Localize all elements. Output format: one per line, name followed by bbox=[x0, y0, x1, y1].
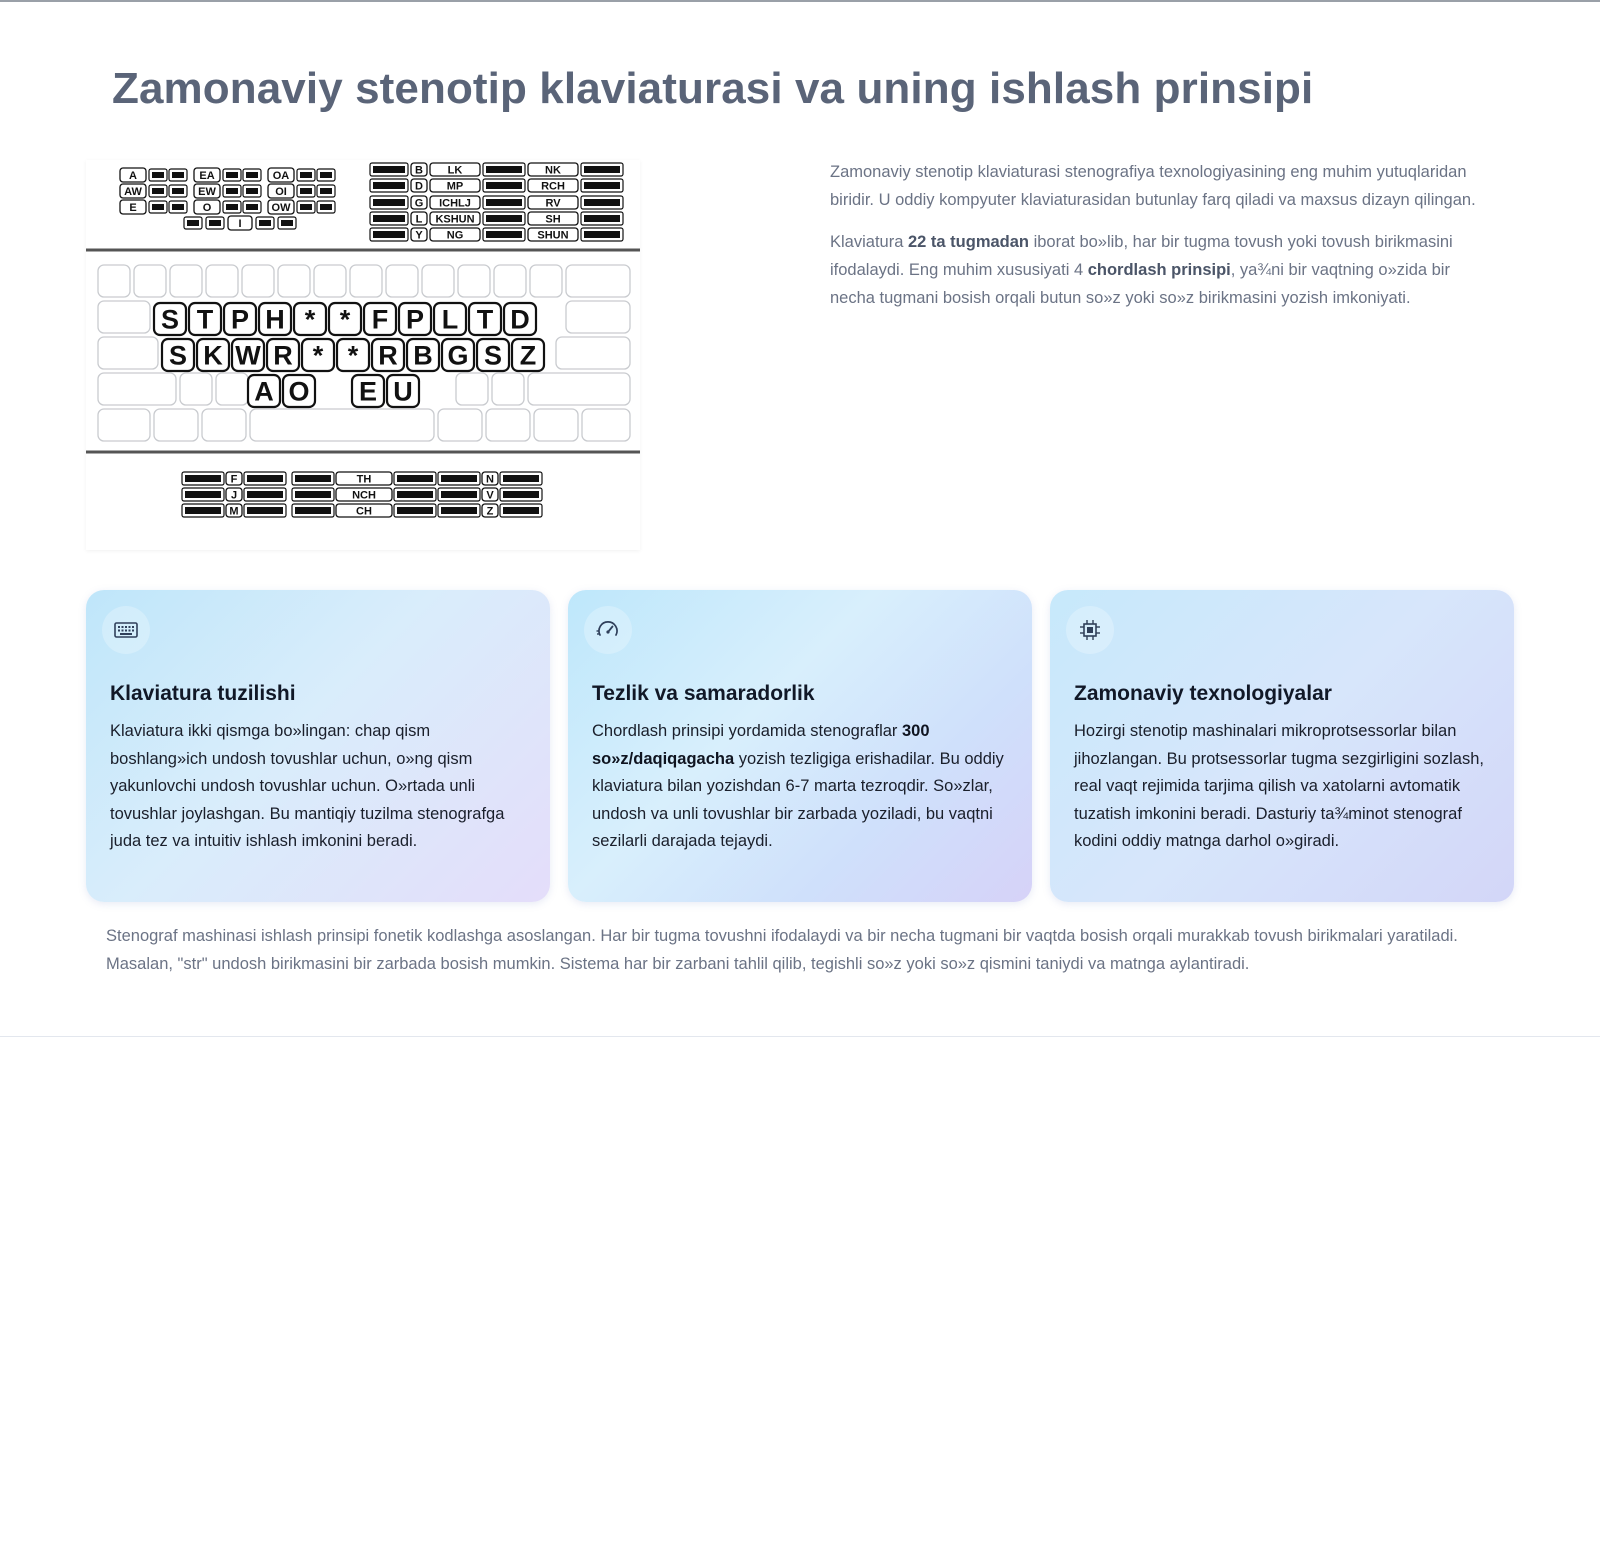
standard-key bbox=[566, 301, 630, 333]
bottom-code-fill bbox=[503, 491, 539, 498]
standard-key bbox=[456, 373, 488, 405]
speedometer-icon bbox=[584, 606, 632, 654]
steno-key-row1-label: L bbox=[441, 304, 459, 335]
vowel-code-fill bbox=[209, 220, 221, 226]
stenotype-keyboard-diagram bbox=[86, 160, 640, 550]
vowel-code-fill bbox=[246, 188, 258, 194]
consonant-code-fill bbox=[486, 182, 522, 189]
vowel-code-fill bbox=[300, 204, 312, 210]
vowel-code-fill bbox=[320, 172, 332, 178]
steno-key-row2-label: * bbox=[347, 340, 359, 371]
page-title: Zamonaviy stenotip klaviaturasi va uning ishlash prinsipi bbox=[112, 64, 1314, 113]
card-modern-technologies bbox=[1050, 590, 1514, 902]
steno-key-row1-label: * bbox=[339, 304, 351, 335]
consonant-label: L bbox=[415, 213, 423, 226]
bottom-label: J bbox=[230, 489, 238, 502]
standard-key bbox=[422, 265, 454, 297]
card-speed-efficiency bbox=[568, 590, 1032, 902]
consonant-label: ICHLJ bbox=[439, 197, 471, 210]
standard-key bbox=[350, 265, 382, 297]
standard-key bbox=[98, 265, 130, 297]
standard-key bbox=[98, 337, 158, 369]
steno-key-row2-label: Z bbox=[519, 340, 537, 371]
vowel-code-fill bbox=[281, 220, 293, 226]
card-keyboard-structure bbox=[86, 590, 550, 902]
bottom-code-fill bbox=[185, 475, 221, 482]
consonant-label: G bbox=[414, 197, 424, 210]
consonant-label: B bbox=[415, 164, 423, 177]
steno-key-row2-label: R bbox=[273, 340, 293, 371]
vowel-code-fill bbox=[152, 172, 164, 178]
steno-key-row2-label: R bbox=[378, 340, 398, 371]
standard-key bbox=[202, 409, 246, 441]
steno-key-row3-label: E bbox=[358, 376, 378, 407]
vowel-code-fill bbox=[246, 204, 258, 210]
standard-key bbox=[566, 265, 630, 297]
vowel-code-fill bbox=[172, 172, 184, 178]
standard-key bbox=[98, 409, 150, 441]
standard-key bbox=[386, 265, 418, 297]
card-body-text-c: yozish tezligiga erishadilar. Bu oddiy klaviatura bilan yozishdan 6-7 marta tezroqdir. So»zlar, undosh va unli tovushlar bir zarbada yoziladi, bu vaqtni sezilarli darajada tejaydi. bbox=[592, 749, 1004, 850]
bottom-code-fill bbox=[247, 475, 283, 482]
bottom-label: N bbox=[486, 473, 494, 486]
card-title: Tezlik va samaradorlik bbox=[592, 682, 815, 705]
vowel-code-fill bbox=[187, 220, 199, 226]
standard-key bbox=[98, 301, 150, 333]
card-body: Klaviatura ikki qismga bo»lingan: chap qism boshlang»ich undosh tovushlar uchun, o»ng qism yakunlovchi undosh tovushlar uchun. O»rtada unli tovushlar joylashgan. Bu mantiqiy tuzilma stenografga juda tez va intuitiv ishlash imkonini beradi. bbox=[110, 722, 505, 850]
standard-key bbox=[170, 265, 202, 297]
vowel-label: OI bbox=[275, 185, 287, 198]
vowel-code-fill bbox=[300, 188, 312, 194]
steno-key-row1-label: P bbox=[405, 304, 425, 335]
consonant-label: Y bbox=[415, 229, 423, 242]
vowel-code-fill bbox=[226, 172, 238, 178]
vowel-code-fill bbox=[152, 204, 164, 210]
bottom-divider bbox=[0, 1036, 1600, 1037]
top-divider bbox=[0, 0, 1600, 2]
card-title: Zamonaviy texnologiyalar bbox=[1074, 682, 1332, 705]
feature-cards bbox=[86, 590, 1514, 902]
standard-key bbox=[314, 265, 346, 297]
consonant-code-fill bbox=[584, 166, 620, 173]
standard-key bbox=[582, 409, 630, 441]
steno-key-row1-label: T bbox=[476, 304, 494, 335]
consonant-label: SH bbox=[545, 213, 561, 226]
vowel-code-fill bbox=[172, 204, 184, 210]
consonant-code-fill bbox=[486, 215, 522, 222]
standard-key bbox=[556, 337, 630, 369]
vowel-code-fill bbox=[172, 188, 184, 194]
standard-key bbox=[494, 265, 526, 297]
standard-key bbox=[458, 265, 490, 297]
bottom-code-fill bbox=[185, 491, 221, 498]
vowel-code-fill bbox=[226, 204, 238, 210]
vowel-label: E bbox=[129, 201, 137, 214]
vowel-label: I bbox=[238, 217, 242, 230]
vowel-label: EW bbox=[198, 185, 216, 198]
bottom-code-fill bbox=[247, 491, 283, 498]
bottom-label: NCH bbox=[352, 489, 376, 502]
bottom-code-fill bbox=[295, 491, 331, 498]
stenotype-keyboard-figure bbox=[86, 160, 640, 550]
intro-p2-bold-chord: chordlash prinsipi bbox=[1087, 261, 1231, 279]
standard-key bbox=[242, 265, 274, 297]
consonant-label: LK bbox=[447, 164, 463, 177]
card-body bbox=[592, 718, 1012, 856]
consonant-label: D bbox=[415, 180, 423, 193]
bottom-label: F bbox=[230, 473, 238, 486]
consonant-code-fill bbox=[584, 231, 620, 238]
bottom-code-fill bbox=[397, 507, 433, 514]
consonant-label: MP bbox=[446, 180, 464, 193]
consonant-label: RV bbox=[545, 197, 561, 210]
consonant-code-fill bbox=[373, 166, 405, 173]
standard-key bbox=[492, 373, 524, 405]
card-body-text-a: Chordlash prinsipi yordamida stenograflar bbox=[592, 722, 902, 740]
vowel-code-fill bbox=[226, 188, 238, 194]
steno-key-row1-label: H bbox=[265, 304, 285, 335]
standard-key bbox=[528, 373, 630, 405]
vowel-code-fill bbox=[152, 188, 164, 194]
vowel-code-fill bbox=[300, 172, 312, 178]
vowel-label: A bbox=[129, 169, 137, 182]
vowel-label: OA bbox=[272, 169, 290, 182]
consonant-code-fill bbox=[584, 215, 620, 222]
intro-p2-text-e: , ya¾ni bir vaqtning o»zida bir necha tugmani bosish orqali butun so»z yoki so»z birikmasini yozish imkoniyati. bbox=[830, 261, 1450, 307]
standard-key bbox=[134, 265, 166, 297]
bottom-label: TH bbox=[356, 473, 372, 486]
standard-key bbox=[154, 409, 198, 441]
steno-key-row1-label: P bbox=[230, 304, 250, 335]
consonant-label: RCH bbox=[541, 180, 565, 193]
steno-key-row2-label: W bbox=[235, 340, 261, 371]
bottom-label: V bbox=[486, 489, 494, 502]
vowel-code-fill bbox=[320, 188, 332, 194]
card-body: Hozirgi stenotip mashinalari mikroprotsessorlar bilan jihozlangan. Bu protsessorlar tugma sezgirligini sozlash, real vaqt rejimida tarjima qilish va xatolarni avtomatik tuzatish imkonini beradi. Dasturiy ta¾minot stenograf kodini oddiy matnga darhol o»giradi. bbox=[1074, 722, 1484, 850]
intro-p2-text-a: Klaviatura bbox=[830, 233, 908, 251]
bottom-code-fill bbox=[397, 475, 433, 482]
card-body-bold: 300 so»z/daqiqagacha bbox=[592, 722, 930, 768]
bottom-code-fill bbox=[295, 507, 331, 514]
standard-key bbox=[216, 373, 248, 405]
steno-key-row3-label: U bbox=[393, 376, 413, 407]
vowel-label: EA bbox=[199, 169, 215, 182]
bottom-label: Z bbox=[486, 505, 494, 518]
consonant-code-fill bbox=[486, 199, 522, 206]
keyboard-icon bbox=[102, 606, 150, 654]
vowel-code-fill bbox=[259, 220, 271, 226]
bottom-code-fill bbox=[295, 475, 331, 482]
standard-key bbox=[206, 265, 238, 297]
intro-p2-text-c: iborat bo»lib, har bir tugma tovush yoki tovush birikmasini ifodalaydi. Eng muhim xususiyati 4 bbox=[830, 233, 1453, 279]
standard-key bbox=[98, 373, 176, 405]
bottom-code-fill bbox=[247, 507, 283, 514]
steno-key-row1-label: * bbox=[304, 304, 316, 335]
summary-paragraph: Stenograf mashinasi ishlash prinsipi fonetik kodlashga asoslangan. Har bir tugma tovushni ifodalaydi va bir necha tugmani bir vaqtda bosish orqali murakkab tovush birikmalari yaratiladi. Masalan, "str" undosh birikmasini bir zarbada bosish mumkin. Sistema har bir zarbani tahlil qilib, tegishli so»z yoki so»z qismini taniydi va matnga aylantiradi. bbox=[106, 927, 1458, 973]
bottom-code-fill bbox=[503, 507, 539, 514]
steno-key-row1-label: D bbox=[510, 304, 530, 335]
bottom-label: M bbox=[229, 505, 239, 518]
bottom-code-fill bbox=[185, 507, 221, 514]
consonant-code-fill bbox=[486, 166, 522, 173]
standard-key bbox=[530, 265, 562, 297]
intro-text bbox=[830, 158, 1490, 326]
standard-key bbox=[250, 409, 434, 441]
bottom-code-fill bbox=[503, 475, 539, 482]
steno-key-row2-label: B bbox=[413, 340, 433, 371]
consonant-label: KSHUN bbox=[435, 213, 475, 226]
vowel-label: OW bbox=[271, 201, 291, 214]
standard-key bbox=[438, 409, 482, 441]
steno-key-row3-label: O bbox=[288, 376, 310, 407]
steno-key-row2-label: S bbox=[168, 340, 188, 371]
intro-paragraph-2 bbox=[830, 228, 1490, 312]
intro-paragraph-1: Zamonaviy stenotip klaviaturasi stenografiya texnologiyasining eng muhim yutuqlaridan biridir. U oddiy kompyuter klaviaturasidan butunlay farq qiladi va maxsus dizayn qilingan. bbox=[830, 163, 1476, 209]
card-title: Klaviatura tuzilishi bbox=[110, 682, 296, 705]
bottom-code-fill bbox=[441, 491, 477, 498]
consonant-code-fill bbox=[373, 215, 405, 222]
consonant-code-fill bbox=[373, 182, 405, 189]
consonant-code-fill bbox=[373, 199, 405, 206]
vowel-code-fill bbox=[320, 204, 332, 210]
standard-key bbox=[278, 265, 310, 297]
bottom-code-fill bbox=[441, 507, 477, 514]
standard-key bbox=[486, 409, 530, 441]
consonant-code-fill bbox=[584, 182, 620, 189]
steno-key-row3-label: A bbox=[254, 376, 274, 407]
vowel-label: O bbox=[202, 201, 212, 214]
consonant-code-fill bbox=[584, 199, 620, 206]
vowel-code-fill bbox=[246, 172, 258, 178]
consonant-label: NK bbox=[545, 164, 561, 177]
microchip-icon bbox=[1066, 606, 1114, 654]
standard-key bbox=[534, 409, 578, 441]
steno-key-row1-label: S bbox=[160, 304, 180, 335]
intro-p2-bold-keys: 22 ta tugmadan bbox=[907, 233, 1029, 251]
steno-key-row2-label: K bbox=[203, 340, 223, 371]
steno-key-row1-label: F bbox=[371, 304, 389, 335]
steno-key-row2-label: G bbox=[447, 340, 469, 371]
bottom-label: CH bbox=[356, 505, 372, 518]
steno-key-row2-label: * bbox=[312, 340, 324, 371]
vowel-label: AW bbox=[124, 185, 142, 198]
steno-key-row1-label: T bbox=[196, 304, 214, 335]
consonant-label: NG bbox=[446, 229, 464, 242]
consonant-label: SHUN bbox=[537, 229, 569, 242]
bottom-code-fill bbox=[397, 491, 433, 498]
standard-key bbox=[180, 373, 212, 405]
consonant-code-fill bbox=[486, 231, 522, 238]
steno-key-row2-label: S bbox=[483, 340, 503, 371]
consonant-code-fill bbox=[373, 231, 405, 238]
bottom-code-fill bbox=[441, 475, 477, 482]
